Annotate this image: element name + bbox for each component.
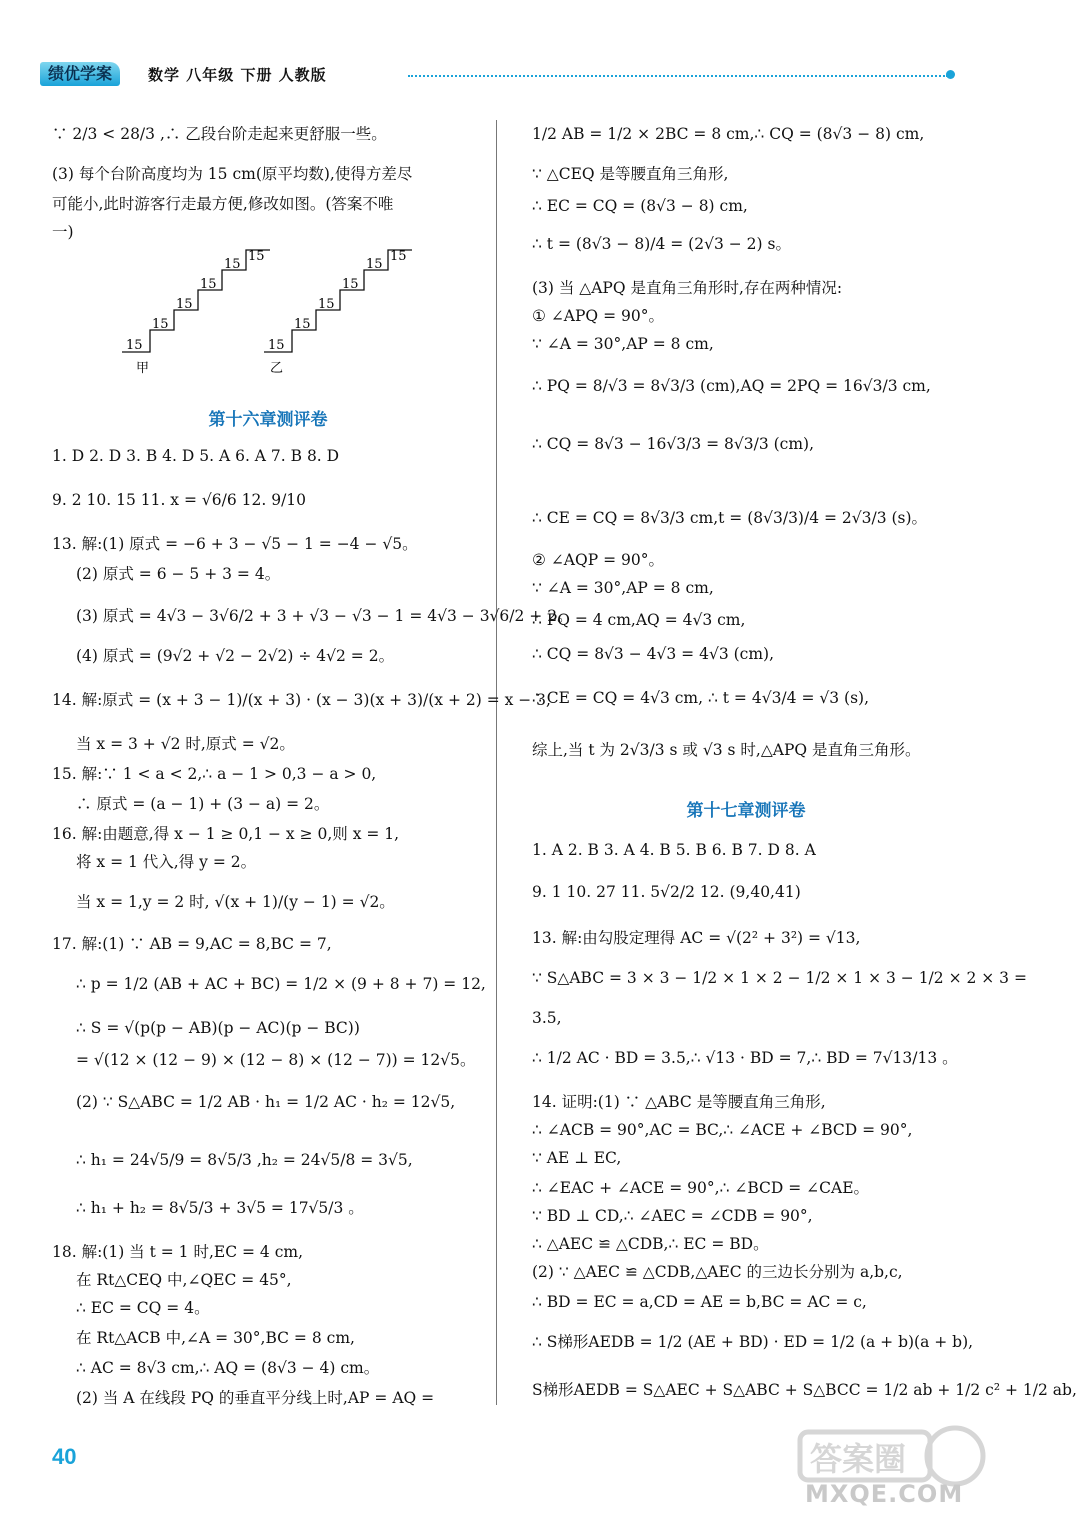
answer-line: ∴ S = √(p(p − AB)(p − AC)(p − BC)) <box>76 1019 360 1037</box>
answer-line: 14. 证明:(1) ∵ △ABC 是等腰直角三角形, <box>532 1093 826 1111</box>
answer-line: 15. 解:∵ 1 < a < 2,∴ a − 1 > 0,3 − a > 0, <box>52 765 377 783</box>
section-title-ch16: 第十六章测评卷 <box>208 410 328 430</box>
answer-line: ∴ 1/2 AC · BD = 3.5,∴ √13 · BD = 7,∴ BD = 7√13/13 。 <box>532 1049 958 1067</box>
answer-line: ∴ △AEC ≌ △CDB,∴ EC = BD。 <box>532 1235 769 1253</box>
brand-logo: 绩优学案 <box>40 62 120 86</box>
stairs-figure <box>122 248 422 378</box>
answer-line: 18. 解:(1) 当 t = 1 时,EC = 4 cm, <box>52 1243 304 1261</box>
answer-line: ① ∠APQ = 90°。 <box>532 307 664 325</box>
answer-line: (2) 原式 = 6 − 5 + 3 = 4。 <box>76 565 281 583</box>
answer-line: 当 x = 3 + √2 时,原式 = √2。 <box>76 735 295 753</box>
answer-line: (4) 原式 = (9√2 + √2 − 2√2) ÷ 4√2 = 2。 <box>76 647 395 665</box>
answer-line: 13. 解:由勾股定理得 AC = √(2² + 3²) = √13, <box>532 929 861 947</box>
text-line: 可能小,此时游客行走最方便,修改如图。(答案不唯 <box>52 195 394 213</box>
answer-line: ∴ h₁ = 24√5/9 = 8√5/3 ,h₂ = 24√5/8 = 3√5, <box>76 1151 413 1169</box>
answer-line: 13. 解:(1) 原式 = −6 + 3 − √5 − 1 = −4 − √5。 <box>52 535 418 553</box>
answer-line: 3.5, <box>532 1009 562 1027</box>
answer-line: 9. 1 10. 27 11. 5√2/2 12. (9,40,41) <box>532 883 801 901</box>
answer-line: 9. 2 10. 15 11. x = √6/6 12. 9/10 <box>52 491 307 509</box>
stair-label: 15 <box>248 249 265 264</box>
answer-line: ∴ BD = EC = a,CD = AE = b,BC = AC = c, <box>532 1293 867 1311</box>
stair-label: 15 <box>390 249 407 264</box>
stair-label: 15 <box>224 257 241 272</box>
answer-line: 将 x = 1 代入,得 y = 2。 <box>76 853 257 871</box>
stair-label: 15 <box>200 277 217 292</box>
page-number: 40 <box>52 1444 77 1469</box>
answer-line: ∴ h₁ + h₂ = 8√5/3 + 3√5 = 17√5/3 。 <box>76 1199 364 1217</box>
answer-line: = √(12 × (12 − 9) × (12 − 8) × (12 − 7)) = 12√5。 <box>76 1051 476 1069</box>
answer-line: ∵ BD ⊥ CD,∴ ∠AEC = ∠CDB = 90°, <box>532 1207 813 1225</box>
text-line: 一) <box>52 223 74 241</box>
stairs-b <box>264 250 412 352</box>
answer-line: 1. A 2. B 3. A 4. B 5. B 6. B 7. D 8. A <box>532 841 816 859</box>
text-line: ∵ 2/3 < 28/3 ,∴ 乙段台阶走起来更舒服一些。 <box>52 125 387 143</box>
answer-line: 17. 解:(1) ∵ AB = 9,AC = 8,BC = 7, <box>52 935 332 953</box>
answer-line: (2) ∵ S△ABC = 1/2 AB · h₁ = 1/2 AC · h₂ = 12√5, <box>76 1093 456 1111</box>
answer-line: 在 Rt△CEQ 中,∠QEC = 45°, <box>76 1271 292 1289</box>
page-header <box>40 58 960 92</box>
stairs-label-yi: 乙 <box>270 361 284 376</box>
answer-line: 综上,当 t 为 2√3/3 s 或 √3 s 时,△APQ 是直角三角形。 <box>532 741 921 759</box>
stair-label: 15 <box>294 317 311 332</box>
answer-line: ∵ AE ⊥ EC, <box>532 1149 622 1167</box>
column-divider <box>496 120 497 1405</box>
answer-line: (3) 当 △APQ 是直角三角形时,存在两种情况: <box>532 279 843 297</box>
stair-label: 15 <box>268 338 285 353</box>
answer-line: 在 Rt△ACB 中,∠A = 30°,BC = 8 cm, <box>76 1329 355 1347</box>
header-dot-icon <box>946 70 955 79</box>
stair-label: 15 <box>366 257 383 272</box>
answer-line: ∴ EC = CQ = 4。 <box>76 1299 210 1317</box>
answer-line: ∴ CQ = 8√3 − 4√3 = 4√3 (cm), <box>532 645 775 663</box>
header-dotted-rule <box>408 75 948 77</box>
answer-line: ∴ p = 1/2 (AB + AC + BC) = 1/2 × (9 + 8 + 7) = 12, <box>76 975 486 993</box>
answer-line: ∴ CQ = 8√3 − 16√3/3 = 8√3/3 (cm), <box>532 435 815 453</box>
answer-line: ∵ ∠A = 30°,AP = 8 cm, <box>532 335 714 353</box>
answer-line: ∵ S△ABC = 3 × 3 − 1/2 × 1 × 2 − 1/2 × 1 × 3 − 1/2 × 2 × 3 = <box>532 969 1027 987</box>
answer-line: ∴ S梯形AEDB = 1/2 (AE + BD) · ED = 1/2 (a + b)(a + b), <box>532 1333 974 1351</box>
answer-line: 当 x = 1,y = 2 时, √(x + 1)/(y − 1) = √2。 <box>76 893 395 911</box>
answer-line: ∴ PQ = 8/√3 = 8√3/3 (cm),AQ = 2PQ = 16√3/3 cm, <box>532 377 931 395</box>
answer-line: ∴ EC = CQ = (8√3 − 8) cm, <box>532 197 748 215</box>
answer-line: ∴ t = (8√3 − 8)/4 = (2√3 − 2) s。 <box>532 235 791 253</box>
stair-label: 15 <box>318 297 335 312</box>
stair-label: 15 <box>126 338 143 353</box>
answer-line: ∴ CE = CQ = 4√3 cm, ∴ t = 4√3/4 = √3 (s), <box>532 689 869 707</box>
answer-line: S梯形AEDB = S△AEC + S△ABC + S△BCC = 1/2 ab + 1/2 c² + 1/2 ab, <box>532 1381 1077 1399</box>
stair-label: 15 <box>176 297 193 312</box>
answer-line: (2) ∵ △AEC ≌ △CDB,△AEC 的三边长分别为 a,b,c, <box>532 1263 903 1281</box>
answer-line: 1/2 AB = 1/2 × 2BC = 8 cm,∴ CQ = (8√3 − 8) cm, <box>532 125 925 143</box>
book-subtitle: 数学 八年级 下册 人教版 <box>148 66 327 84</box>
answer-line: ∴ PQ = 4 cm,AQ = 4√3 cm, <box>532 611 746 629</box>
stairs-a <box>122 250 270 352</box>
section-title-ch17: 第十七章测评卷 <box>686 801 806 821</box>
answer-line: 16. 解:由题意,得 x − 1 ≥ 0,1 − x ≥ 0,则 x = 1, <box>52 825 400 843</box>
answer-line: ∴ 原式 = (a − 1) + (3 − a) = 2。 <box>76 795 330 813</box>
watermark-text: MXQE.COM <box>805 1480 964 1508</box>
answer-line: ∴ AC = 8√3 cm,∴ AQ = (8√3 − 4) cm。 <box>76 1359 380 1377</box>
answer-line: ∵ ∠A = 30°,AP = 8 cm, <box>532 579 714 597</box>
answer-line: ∴ ∠ACB = 90°,AC = BC,∴ ∠ACE + ∠BCD = 90°, <box>532 1121 913 1139</box>
answer-line: ∴ CE = CQ = 8√3/3 cm,t = (8√3/3)/4 = 2√3/3 (s)。 <box>532 509 928 527</box>
answer-line: ∵ △CEQ 是等腰直角三角形, <box>532 165 729 183</box>
svg-text:答案圈: 答案圈 <box>810 1440 907 1478</box>
answer-line: ② ∠AQP = 90°。 <box>532 551 664 569</box>
stairs-label-jia: 甲 <box>136 361 150 376</box>
stair-label: 15 <box>152 317 169 332</box>
answer-line: (3) 原式 = 4√3 − 3√6/2 + 3 + √3 − √3 − 1 = 4√3 − 3√6/2 + 2。 <box>76 607 573 625</box>
answer-line: (2) 当 A 在线段 PQ 的垂直平分线上时,AP = AQ = <box>76 1389 435 1407</box>
answer-line: 1. D 2. D 3. B 4. D 5. A 6. A 7. B 8. D <box>52 447 340 465</box>
answer-line: ∴ ∠EAC + ∠ACE = 90°,∴ ∠BCD = ∠CAE。 <box>532 1179 870 1197</box>
stair-label: 15 <box>342 277 359 292</box>
text-line: (3) 每个台阶高度均为 15 cm(原平均数),使得方差尽 <box>52 165 413 183</box>
answer-line: 14. 解:原式 = (x + 3 − 1)/(x + 3) · (x − 3)(x + 3)/(x + 2) = x − 3, <box>52 691 551 709</box>
